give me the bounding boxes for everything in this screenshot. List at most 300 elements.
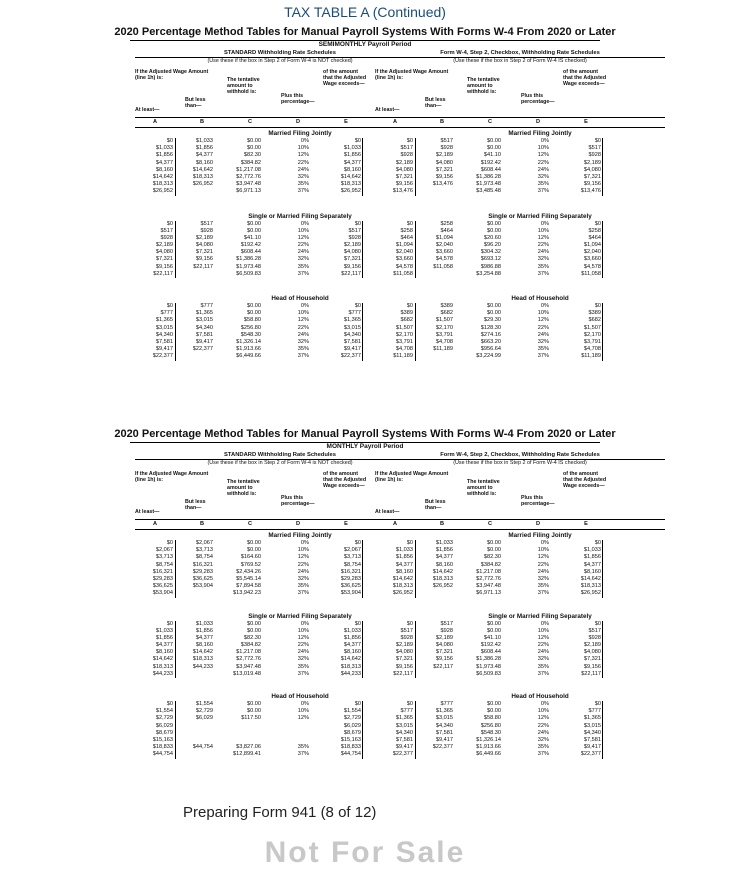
table-cell: $1,856 bbox=[155, 634, 173, 641]
table-cell: $517 bbox=[440, 620, 453, 627]
table-row bbox=[375, 188, 665, 195]
table-cell: $1,856 bbox=[155, 152, 173, 159]
table-cell: $4,578 bbox=[583, 263, 601, 270]
table-cell: $4,080 bbox=[395, 649, 413, 656]
table-cell: $258 bbox=[440, 220, 453, 227]
table-cell: $9,156 bbox=[395, 663, 413, 670]
column-letter: A bbox=[392, 119, 398, 125]
table-cell: $3,660 bbox=[583, 256, 601, 263]
table-cell: $1,913.66 bbox=[476, 744, 501, 751]
table-cell: $0 bbox=[406, 701, 413, 707]
column-letter: B bbox=[439, 521, 445, 527]
table-cell: 37% bbox=[297, 270, 309, 277]
table-cell: 37% bbox=[537, 353, 549, 360]
table-cell: $0.00 bbox=[487, 627, 501, 634]
table-cell: $2,040 bbox=[435, 242, 453, 249]
table-cell: 22% bbox=[537, 159, 549, 166]
table-cell: $1,856 bbox=[343, 634, 361, 641]
filing-status-section bbox=[375, 294, 665, 361]
table-cell: $384.82 bbox=[240, 159, 261, 166]
table-cell: $1,386.28 bbox=[476, 173, 501, 180]
table-cell: 0% bbox=[540, 220, 549, 227]
table-cell: $18,313 bbox=[152, 181, 173, 188]
column-header: The tentative amount to withhold is: bbox=[227, 77, 260, 96]
table-cell: $3,713 bbox=[155, 554, 173, 561]
table-cell: 24% bbox=[537, 649, 549, 656]
column-header: But less than— bbox=[185, 499, 206, 512]
table-cell: $0.00 bbox=[487, 145, 501, 152]
semimonthly-heading: 2020 Percentage Method Tables for Manual Payroll Systems With Forms W-4 From 2020 or Later bbox=[114, 26, 616, 38]
table-cell: 12% bbox=[537, 152, 549, 159]
table-cell: $2,189 bbox=[583, 642, 601, 649]
table-cell: $41.10 bbox=[243, 234, 261, 241]
table-cell: $22,377 bbox=[580, 751, 601, 758]
table-row bbox=[375, 590, 665, 597]
table-cell: $8,754 bbox=[155, 561, 173, 568]
table-cell: $1,326.14 bbox=[476, 736, 501, 743]
table-cell: $16,321 bbox=[152, 568, 173, 575]
table-cell: 10% bbox=[297, 145, 309, 152]
table-row bbox=[375, 346, 665, 353]
table-cell: $0 bbox=[354, 701, 361, 707]
table-row bbox=[375, 167, 665, 174]
table-cell: $682 bbox=[400, 317, 413, 324]
table-cell: $517 bbox=[160, 227, 173, 234]
table-cell: $548.30 bbox=[240, 331, 261, 338]
table-cell: $18,313 bbox=[340, 663, 361, 670]
table-cell: $44,754 bbox=[192, 744, 213, 751]
schedule-subtitle: (Use these if the box in Step 2 of Form W-4 is NOT checked) bbox=[207, 58, 353, 64]
table-cell: $11,058 bbox=[433, 263, 453, 270]
table-cell: $18,313 bbox=[192, 656, 213, 663]
table-row bbox=[375, 249, 665, 256]
table-cell: 22% bbox=[537, 242, 549, 249]
table-cell: 24% bbox=[537, 166, 549, 173]
table-cell: 22% bbox=[537, 561, 549, 568]
table-cell: $4,340 bbox=[583, 729, 601, 736]
table-cell: $777 bbox=[348, 310, 361, 317]
table-cell: $53,904 bbox=[192, 583, 213, 590]
table-cell: 24% bbox=[537, 729, 549, 736]
table-cell: $4,080 bbox=[435, 642, 453, 649]
table-cell: 12% bbox=[297, 152, 309, 159]
table-cell: $682 bbox=[440, 310, 453, 317]
table-cell: $3,791 bbox=[583, 338, 601, 345]
table-cell: $464 bbox=[588, 234, 601, 241]
table-cell: $4,340 bbox=[343, 331, 361, 338]
table-cell: $2,040 bbox=[395, 249, 413, 256]
table-cell: $1,507 bbox=[583, 324, 601, 331]
table-cell: $0.00 bbox=[247, 627, 261, 634]
table-cell: $3,015 bbox=[343, 324, 361, 331]
table-row bbox=[375, 744, 665, 751]
table-cell: $1,554 bbox=[343, 708, 361, 715]
table-cell: $7,581 bbox=[395, 736, 413, 743]
table-cell: $4,080 bbox=[583, 649, 601, 656]
table-cell: $2,772.76 bbox=[236, 656, 261, 663]
filing-status-title: Head of Household bbox=[511, 295, 569, 302]
column-letter: A bbox=[152, 521, 158, 527]
table-row bbox=[375, 569, 665, 576]
table-cell: $13,476 bbox=[580, 188, 601, 195]
table-cell: $117.50 bbox=[241, 715, 261, 722]
table-row bbox=[375, 562, 665, 569]
table-cell: 0% bbox=[540, 540, 549, 546]
column-letter: A bbox=[392, 521, 398, 527]
table-cell: $3,254.88 bbox=[476, 270, 501, 277]
column-letter: E bbox=[584, 119, 588, 125]
table-cell: $2,729 bbox=[343, 715, 361, 722]
table-cell: $8,679 bbox=[155, 729, 173, 736]
column-header: The tentative amount to withhold is: bbox=[467, 77, 500, 96]
table-cell: $4,340 bbox=[195, 324, 213, 331]
table-cell: 22% bbox=[297, 324, 309, 331]
table-cell: $0.00 bbox=[247, 145, 261, 152]
table-row bbox=[375, 235, 665, 242]
column-header: Plus this percentage— bbox=[281, 495, 315, 508]
table-cell: $1,033 bbox=[343, 145, 361, 152]
table-cell: $928 bbox=[348, 234, 361, 241]
table-cell: $2,434.26 bbox=[236, 568, 261, 575]
table-cell: $29,283 bbox=[192, 568, 213, 575]
column-header: Plus this percentage— bbox=[521, 495, 555, 508]
table-cell: $7,581 bbox=[195, 331, 213, 338]
table-cell: $22,377 bbox=[152, 353, 173, 360]
table-cell: $7,321 bbox=[343, 256, 361, 263]
column-headers bbox=[375, 469, 665, 519]
table-cell: $2,189 bbox=[343, 242, 361, 249]
table-row bbox=[375, 737, 665, 744]
table-cell: 22% bbox=[297, 159, 309, 166]
table-cell: $14,642 bbox=[192, 649, 213, 656]
table-cell: $3,015 bbox=[435, 715, 453, 722]
table-row bbox=[375, 547, 665, 554]
table-cell: $0.00 bbox=[247, 708, 261, 715]
table-cell: 22% bbox=[297, 561, 309, 568]
table-cell: 35% bbox=[297, 583, 309, 590]
table-cell: $2,189 bbox=[155, 242, 173, 249]
table-cell: $58.80 bbox=[483, 715, 501, 722]
table-cell: $9,156 bbox=[435, 656, 453, 663]
table-cell: $164.60 bbox=[240, 554, 261, 561]
table-cell: $8,160 bbox=[395, 568, 413, 575]
table-cell: 12% bbox=[537, 715, 549, 722]
column-header: Plus this percentage— bbox=[521, 93, 555, 106]
table-cell: $6,971.13 bbox=[236, 188, 261, 195]
column-letter: D bbox=[535, 521, 541, 527]
table-row bbox=[375, 271, 665, 278]
table-cell: $4,377 bbox=[155, 159, 173, 166]
table-cell: $4,578 bbox=[435, 256, 453, 263]
table-row bbox=[375, 332, 665, 339]
table-cell: $4,377 bbox=[343, 642, 361, 649]
table-cell: $9,417 bbox=[435, 736, 453, 743]
schedule-title: Form W-4, Step 2, Checkbox, Withholding Rate Schedules bbox=[375, 50, 665, 58]
table-cell: $0.00 bbox=[247, 701, 261, 707]
column-letter: D bbox=[295, 521, 301, 527]
table-cell: 12% bbox=[297, 234, 309, 241]
page-title: TAX TABLE A (Continued) bbox=[284, 4, 446, 20]
column-letter: B bbox=[439, 119, 445, 125]
table-cell: $8,160 bbox=[343, 649, 361, 656]
table-row bbox=[375, 715, 665, 722]
table-cell: $384.82 bbox=[480, 561, 501, 568]
table-cell: 35% bbox=[537, 181, 549, 188]
table-row bbox=[375, 264, 665, 271]
table-cell: $2,772.76 bbox=[236, 173, 261, 180]
table-cell: $14,642 bbox=[152, 173, 173, 180]
table-cell: $96.20 bbox=[483, 242, 501, 249]
schedule-title: STANDARD Withholding Rate Schedules bbox=[135, 50, 425, 58]
table-cell: $517 bbox=[400, 627, 413, 634]
table-cell: $928 bbox=[400, 634, 413, 641]
table-cell: $1,217.08 bbox=[236, 649, 261, 656]
column-header: At least— bbox=[375, 107, 400, 113]
table-cell: $8,160 bbox=[195, 159, 213, 166]
filing-status-title: Married Filing Jointly bbox=[268, 130, 332, 137]
table-cell: $4,708 bbox=[583, 346, 601, 353]
table-cell: $11,058 bbox=[393, 270, 413, 277]
table-cell: 32% bbox=[537, 575, 549, 582]
table-cell: $15,163 bbox=[340, 736, 361, 743]
table-cell: $36,625 bbox=[192, 575, 213, 582]
table-cell: $7,581 bbox=[435, 729, 453, 736]
table-cell: $4,080 bbox=[155, 249, 173, 256]
table-cell: $682 bbox=[588, 317, 601, 324]
table-cell: $8,160 bbox=[435, 561, 453, 568]
table-cell: $8,160 bbox=[195, 642, 213, 649]
table-cell: 32% bbox=[297, 256, 309, 263]
column-letter: D bbox=[535, 119, 541, 125]
table-cell: $13,476 bbox=[432, 181, 453, 188]
table-cell: 0% bbox=[300, 620, 309, 627]
table-cell: $15,163 bbox=[152, 736, 173, 743]
table-cell: $1,856 bbox=[195, 145, 213, 152]
table-cell: $82.30 bbox=[483, 554, 501, 561]
table-cell: $6,449.66 bbox=[476, 751, 501, 758]
table-cell: 35% bbox=[297, 181, 309, 188]
table-cell: $22,117 bbox=[153, 270, 173, 277]
column-header: of the amount that the Adjusted Wage exceeds— bbox=[323, 69, 367, 88]
table-cell: $0.00 bbox=[247, 620, 261, 627]
table-cell: $7,581 bbox=[343, 338, 361, 345]
table-cell: $3,827.06 bbox=[236, 744, 261, 751]
table-cell: $1,365 bbox=[395, 715, 413, 722]
column-header: The tentative amount to withhold is: bbox=[227, 479, 260, 498]
table-cell: $12,899.41 bbox=[233, 751, 261, 758]
table-cell: $26,952 bbox=[432, 583, 453, 590]
column-letter: B bbox=[199, 521, 205, 527]
table-cell: $4,708 bbox=[435, 338, 453, 345]
monthly-checkbox-schedules bbox=[375, 452, 665, 759]
filing-status-title: Married Filing Jointly bbox=[268, 532, 332, 539]
table-cell: $6,971.13 bbox=[476, 590, 501, 597]
table-cell: $44,233 bbox=[340, 670, 361, 677]
rate-rows bbox=[375, 303, 665, 361]
table-cell: $3,947.48 bbox=[236, 181, 261, 188]
column-header: of the amount that the Adjusted Wage exceeds— bbox=[563, 471, 607, 490]
table-row bbox=[375, 317, 665, 324]
table-cell: $8,679 bbox=[343, 729, 361, 736]
table-cell: 10% bbox=[537, 145, 549, 152]
table-cell: 35% bbox=[297, 744, 309, 751]
table-row bbox=[375, 642, 665, 649]
table-cell: $1,033 bbox=[343, 627, 361, 634]
table-cell: $1,094 bbox=[435, 234, 453, 241]
table-cell: $6,509.83 bbox=[476, 670, 501, 677]
schedule-subtitle: (Use these if the box in Step 2 of Form W-4 is NOT checked) bbox=[207, 460, 353, 466]
table-cell: $663.20 bbox=[480, 338, 501, 345]
table-row bbox=[375, 242, 665, 249]
table-row bbox=[375, 628, 665, 635]
table-cell: $44,233 bbox=[152, 670, 173, 677]
table-cell: $548.30 bbox=[480, 729, 501, 736]
table-cell: $9,417 bbox=[395, 744, 413, 751]
table-cell: $2,729 bbox=[195, 708, 213, 715]
table-cell: 24% bbox=[297, 166, 309, 173]
table-cell: $3,713 bbox=[195, 547, 213, 554]
table-cell: $986.88 bbox=[480, 263, 501, 270]
table-cell: $0.00 bbox=[487, 138, 501, 144]
table-cell: $1,507 bbox=[395, 324, 413, 331]
column-header: of the amount that the Adjusted Wage exceeds— bbox=[563, 69, 607, 88]
column-header: But less than— bbox=[425, 499, 446, 512]
table-row bbox=[375, 174, 665, 181]
table-cell: $0.00 bbox=[247, 310, 261, 317]
table-cell: $22,377 bbox=[192, 346, 213, 353]
column-header: If the Adjusted Wage Amount (line 1h) is: bbox=[135, 69, 209, 82]
table-cell: $4,377 bbox=[155, 642, 173, 649]
column-header: At least— bbox=[375, 509, 400, 515]
table-cell: $22,117 bbox=[193, 263, 213, 270]
table-cell: $44,754 bbox=[340, 751, 361, 758]
table-cell: $0.00 bbox=[247, 540, 261, 546]
table-cell: 10% bbox=[297, 227, 309, 234]
table-cell: $82.30 bbox=[243, 152, 261, 159]
column-letter: C bbox=[487, 119, 493, 125]
schedule-subtitle: (Use these if the box in Step 2 of Form W-4 IS checked) bbox=[453, 460, 587, 466]
table-cell: $0.00 bbox=[487, 547, 501, 554]
table-cell: 32% bbox=[537, 338, 549, 345]
table-cell: $1,033 bbox=[435, 540, 453, 546]
table-cell: 22% bbox=[297, 642, 309, 649]
table-cell: $7,321 bbox=[435, 649, 453, 656]
table-cell: $3,713 bbox=[343, 554, 361, 561]
table-cell: $777 bbox=[588, 708, 601, 715]
table-cell: 37% bbox=[537, 590, 549, 597]
table-row bbox=[375, 325, 665, 332]
filing-status-title: Single or Married Filing Separately bbox=[248, 212, 352, 220]
table-cell: $0 bbox=[406, 220, 413, 227]
table-cell: $0 bbox=[354, 220, 361, 227]
overlay-caption: Preparing Form 941 (8 of 12) bbox=[179, 803, 380, 822]
table-cell: 32% bbox=[537, 656, 549, 663]
table-cell: $1,856 bbox=[435, 547, 453, 554]
table-cell: $4,340 bbox=[435, 722, 453, 729]
table-cell: 10% bbox=[297, 547, 309, 554]
table-cell: 22% bbox=[537, 324, 549, 331]
table-cell: 37% bbox=[537, 188, 549, 195]
table-cell: $14,642 bbox=[340, 173, 361, 180]
table-cell: $608.44 bbox=[480, 649, 501, 656]
column-letter: C bbox=[247, 521, 253, 527]
table-cell: $7,581 bbox=[583, 736, 601, 743]
table-cell: $14,642 bbox=[432, 568, 453, 575]
table-cell: 10% bbox=[537, 708, 549, 715]
table-cell: $1,507 bbox=[435, 317, 453, 324]
table-cell: $6,509.83 bbox=[236, 270, 261, 277]
table-cell: $1,554 bbox=[155, 708, 173, 715]
table-cell: $1,856 bbox=[343, 152, 361, 159]
table-cell: $1,973.48 bbox=[476, 181, 501, 188]
table-row bbox=[375, 181, 665, 188]
table-cell: $2,067 bbox=[343, 547, 361, 554]
table-cell: $2,189 bbox=[395, 159, 413, 166]
table-cell: $1,856 bbox=[195, 627, 213, 634]
table-cell: $16,321 bbox=[192, 561, 213, 568]
table-row bbox=[375, 730, 665, 737]
column-letter: A bbox=[152, 119, 158, 125]
table-cell: $0 bbox=[166, 138, 173, 144]
table-cell: $3,015 bbox=[583, 722, 601, 729]
table-cell: $3,791 bbox=[435, 331, 453, 338]
table-cell: $1,554 bbox=[195, 701, 213, 707]
table-cell: $4,080 bbox=[435, 159, 453, 166]
table-cell: $36,625 bbox=[340, 583, 361, 590]
table-cell: $0.00 bbox=[247, 547, 261, 554]
table-cell: $1,033 bbox=[155, 145, 173, 152]
table-cell: $7,321 bbox=[195, 249, 213, 256]
table-cell: $7,321 bbox=[435, 166, 453, 173]
table-cell: 12% bbox=[537, 634, 549, 641]
table-cell: $928 bbox=[160, 234, 173, 241]
column-letter: E bbox=[344, 119, 348, 125]
table-cell: 0% bbox=[300, 540, 309, 546]
table-cell: $0.00 bbox=[247, 227, 261, 234]
table-cell: $11,058 bbox=[581, 270, 601, 277]
table-cell: $2,040 bbox=[583, 249, 601, 256]
table-cell: $3,224.99 bbox=[476, 353, 501, 360]
table-cell: $517 bbox=[348, 227, 361, 234]
table-row bbox=[375, 310, 665, 317]
table-cell: $4,377 bbox=[343, 159, 361, 166]
column-letter: E bbox=[344, 521, 348, 527]
table-cell: $26,952 bbox=[152, 188, 173, 195]
table-cell: 12% bbox=[537, 317, 549, 324]
table-cell: $2,170 bbox=[583, 331, 601, 338]
table-cell: $192.42 bbox=[480, 642, 501, 649]
table-cell: $0 bbox=[166, 701, 173, 707]
table-cell: $2,170 bbox=[435, 324, 453, 331]
table-cell: $0 bbox=[406, 138, 413, 144]
table-cell: 0% bbox=[540, 701, 549, 707]
table-row bbox=[375, 751, 665, 758]
table-cell: $4,377 bbox=[395, 561, 413, 568]
table-cell: $192.42 bbox=[480, 159, 501, 166]
table-cell: $11,189 bbox=[433, 346, 453, 353]
table-cell: 24% bbox=[537, 249, 549, 256]
table-cell: $1,973.48 bbox=[476, 663, 501, 670]
rule bbox=[130, 40, 600, 41]
table-cell: 24% bbox=[297, 568, 309, 575]
table-cell: $3,947.48 bbox=[236, 663, 261, 670]
table-cell: 24% bbox=[537, 568, 549, 575]
table-cell: $304.32 bbox=[480, 249, 501, 256]
table-cell: 37% bbox=[297, 188, 309, 195]
table-cell: $3,485.48 bbox=[476, 188, 501, 195]
table-cell: 10% bbox=[297, 708, 309, 715]
table-cell: 22% bbox=[537, 722, 549, 729]
